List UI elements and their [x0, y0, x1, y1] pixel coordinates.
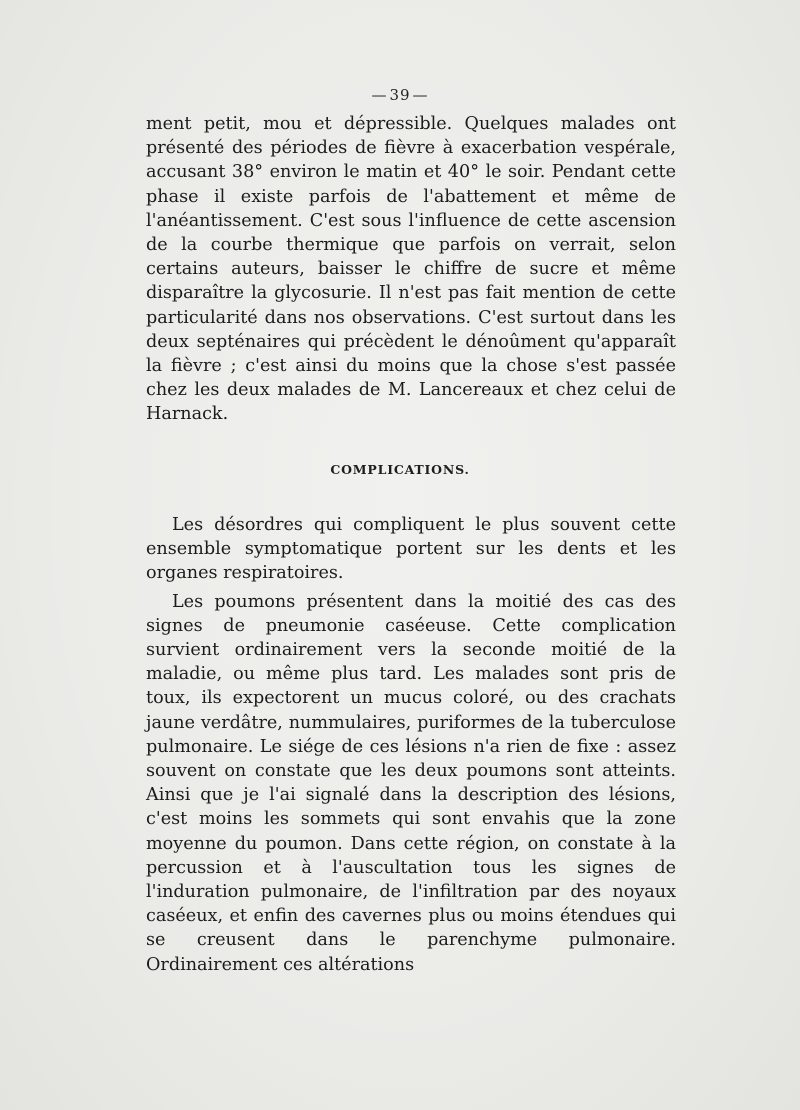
page-number — [0, 86, 800, 104]
text-block-complications — [146, 513, 676, 977]
page-number-value: — 39 — — [369, 86, 430, 104]
section-heading-complications: COMPLICATIONS. — [330, 462, 470, 477]
paragraph-disorders: Les désordres qui compliquent le plus souvent cette ensemble symptomatique portent sur les dents et les organes respiratoires. — [146, 515, 676, 584]
paragraph-lungs: Les poumons présentent dans la moitié des cas des signes de pneumonie caséeuse. Cette complication survient ordinairement vers la seconde moitié de la maladie, ou même plus tard. Les malades sont pris de toux, ils expectorent un mucus coloré, ou des crachats jaune verdâtre, nummulaires, puriformes de la tuberculose pulmonaire. Le siége de ces lésions n'a rien de fixe : assez souvent on constate que les deux poumons sont atteints. Ainsi que je l'ai signalé dans la description des lésions, c'est moins les sommets qui sont envahis que la zone moyenne du poumon. Dans cette région, on constate à la percussion et à l'auscultation tous les signes de l'induration pulmonaire, de l'infiltration par des noyaux caséeux, et enfin des cavernes plus ou moins étendues qui se creusent dans le parenchyme pulmonaire. Ordinairement ces altérations — [146, 591, 676, 975]
paragraph-fever: ment petit, mou et dépressible. Quelques malades ont présenté des périodes de fièvre à exacerbation vespérale, accusant 38° environ le matin et 40° le soir. Pendant cette phase il existe parfois de l'abattement et même de l'anéantissement. C'est sous l'influence de cette ascension de la courbe thermique que parfois on verrait, selon certains auteurs, baisser le chiffre de sucre et même disparaître la glycosurie. Il n'est pas fait mention de cette particularité dans nos observations. C'est surtout dans les deux septénaires qui précèdent le dénoûment qu'apparaît la fièvre ; c'est ainsi du moins que la chose s'est passée chez les deux malades de M. Lancereaux et chez celui de Harnack. — [146, 114, 676, 425]
text-block-top — [146, 112, 676, 427]
